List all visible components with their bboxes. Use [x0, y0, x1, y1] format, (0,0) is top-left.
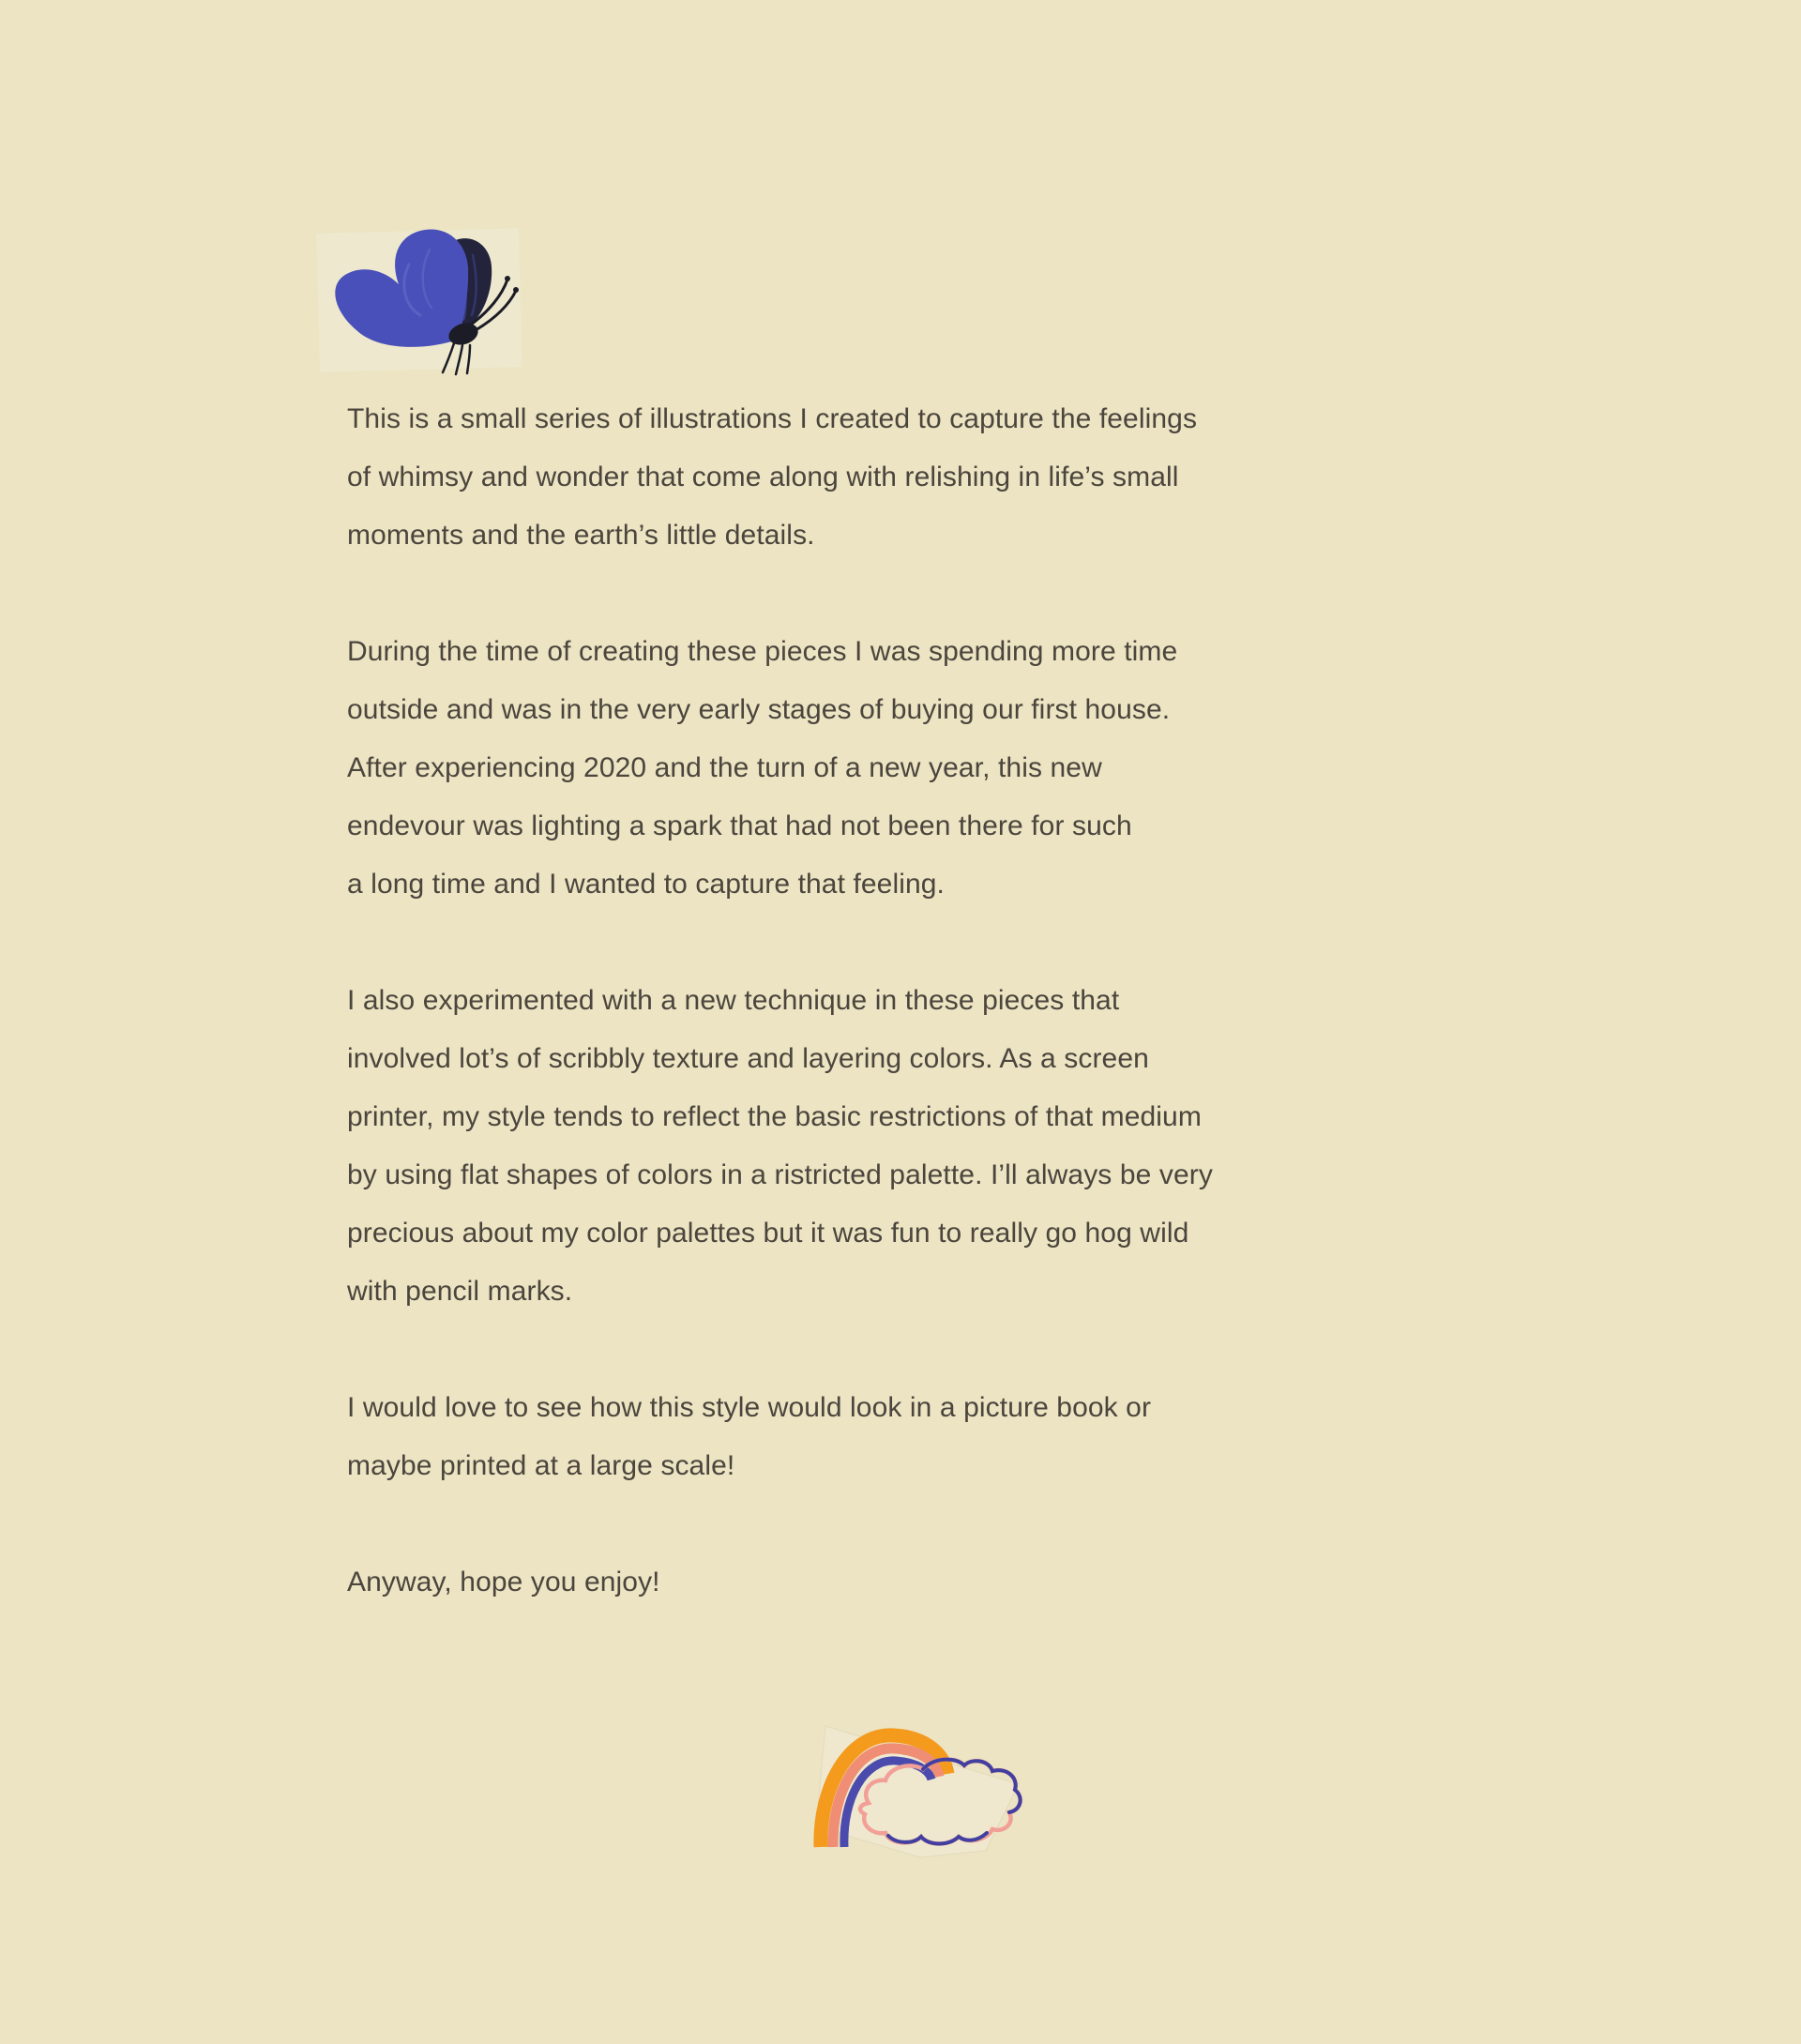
text-line: maybe printed at a large scale! — [347, 1450, 735, 1481]
text-line: I also experimented with a new technique in these pieces that — [347, 985, 1120, 1016]
paragraph-3 — [347, 972, 1491, 1321]
butterfly-icon — [315, 225, 527, 377]
text-line: of whimsy and wonder that come along with relishing in life’s small — [347, 462, 1179, 492]
paragraph-4 — [347, 1379, 1491, 1495]
text-line: by using flat shapes of colors in a ristricted palette. I’ll always be very — [347, 1159, 1213, 1190]
text-line: precious about my color palettes but it was fun to really go hog wild — [347, 1218, 1189, 1249]
statement-text — [347, 390, 1491, 1670]
rainbow-cloud-icon — [784, 1713, 1052, 1869]
text-line: This is a small series of illustrations I created to capture the feelings — [347, 403, 1198, 434]
paragraph-2 — [347, 623, 1491, 914]
text-line: a long time and I wanted to capture that feeling. — [347, 869, 945, 900]
text-line: I would love to see how this style would look in a picture book or — [347, 1392, 1152, 1423]
butterfly-illustration — [315, 225, 527, 377]
text-line: outside and was in the very early stages of buying our first house. — [347, 694, 1171, 725]
rainbow-cloud-illustration — [784, 1713, 1052, 1869]
text-line: endevour was lighting a spark that had not been there for such — [347, 810, 1132, 841]
text-line: During the time of creating these pieces I was spending more time — [347, 636, 1178, 667]
paragraph-5 — [347, 1553, 1491, 1612]
text-line: moments and the earth’s little details. — [347, 520, 815, 551]
text-line: involved lot’s of scribbly texture and layering colors. As a screen — [347, 1043, 1149, 1074]
text-line: After experiencing 2020 and the turn of a new year, this new — [347, 752, 1102, 783]
text-line: printer, my style tends to reflect the basic restrictions of that medium — [347, 1101, 1202, 1132]
text-line: Anyway, hope you enjoy! — [347, 1567, 660, 1597]
text-line: with pencil marks. — [347, 1276, 573, 1307]
paragraph-1 — [347, 390, 1491, 565]
